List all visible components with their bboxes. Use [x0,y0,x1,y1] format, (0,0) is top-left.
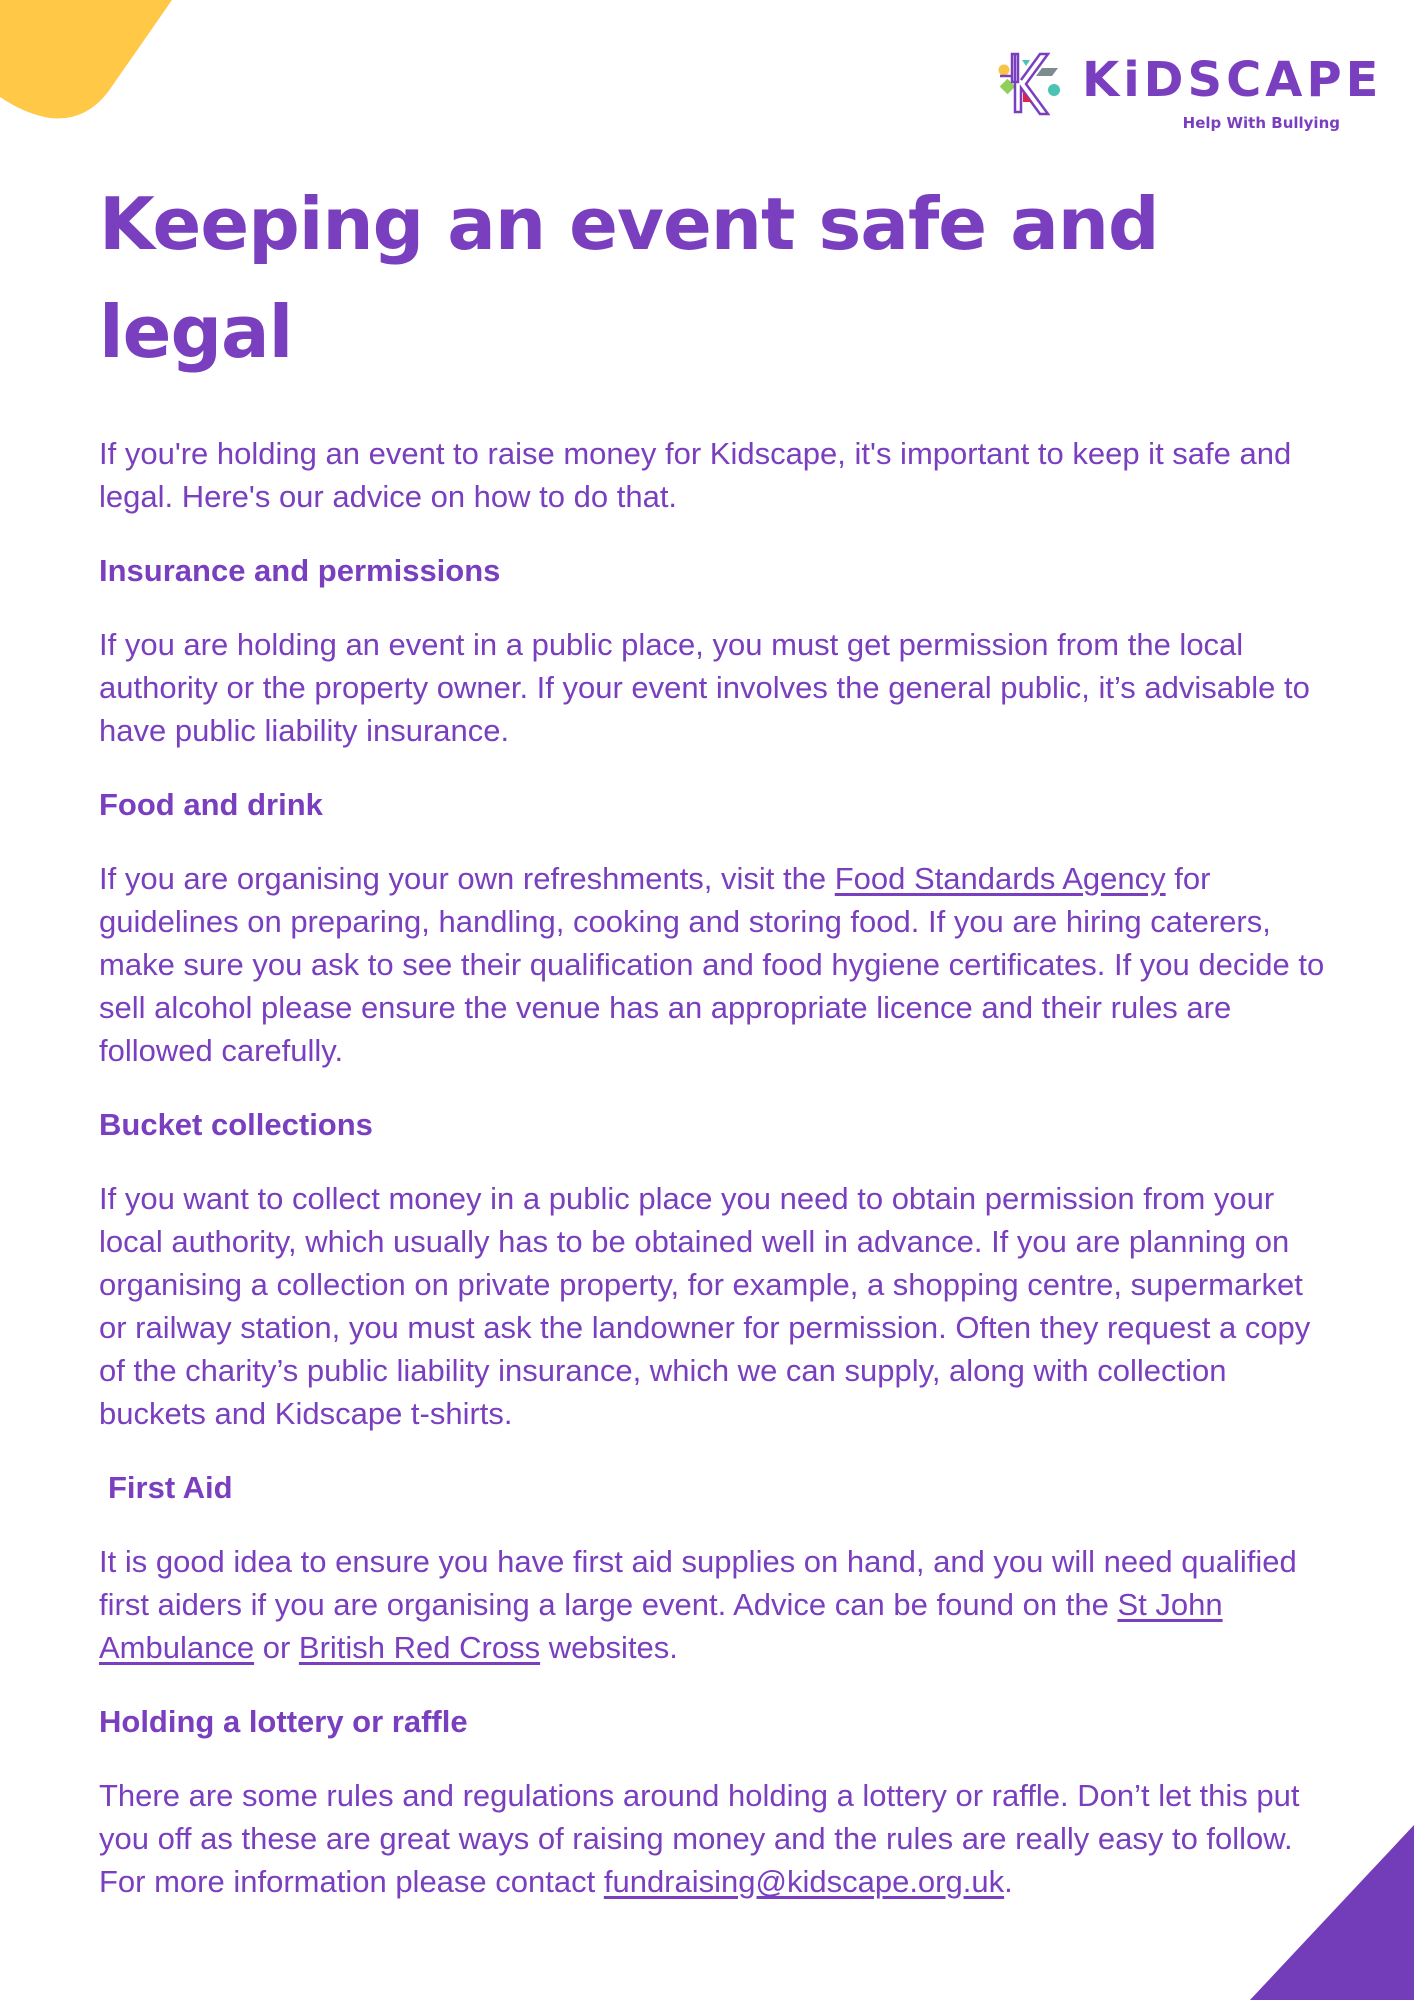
link-st-john-ambulance[interactable]: St John Ambulance [99,1587,1223,1665]
link-food-standards-agency[interactable]: Food Standards Agency [834,861,1166,896]
kidscape-logo [998,48,1383,138]
body-first-aid [99,1540,1329,1669]
body-food-drink [99,857,1329,1072]
lottery-text-before: There are some rules and regulations around holding a lottery or raffle. Don’t let this put you off as these are great ways of raising money and the rules are really easy to follow. For more information please contact [99,1778,1300,1899]
kidscape-k-icon [998,48,1070,120]
food-text-after: for guidelines on preparing, handling, cooking and storing food. If you are hiring caterers, make sure you ask to see their qualification and food hygiene certificates. If you decide to sell alcohol please ensure the venue has an appropriate licence and their rules are followed carefully. [99,861,1325,1068]
link-british-red-cross[interactable]: British Red Cross [298,1630,541,1665]
kidscape-wordmark: KiDSCAPE [1082,52,1383,108]
document-content [99,170,1329,1903]
intro-paragraph: If you're holding an event to raise money for Kidscape, it's important to keep it safe and legal. Here's our advice on how to do that. [99,436,1292,514]
body-bucket-collections: If you want to collect money in a public place you need to obtain permission from your local authority, which usually has to be obtained well in advance. If you are planning on organising a collection on private property, for example, a shopping centre, supermarket or railway station, you must ask the landowner for permission. Often they request a copy of the charity’s public liability insurance, which we can supply, along with collection buckets and Kidscape t-shirts. [99,1181,1311,1431]
first-aid-text-between: or [254,1630,299,1665]
page-title: Keeping an event safe and legal [99,182,1159,374]
heading-lottery-raffle: Holding a lottery or raffle [99,1704,468,1739]
kidscape-tagline: Help With Bullying [1182,114,1340,132]
heading-insurance-permissions: Insurance and permissions [99,553,501,588]
lottery-text-after: . [1004,1864,1013,1899]
heading-food-drink: Food and drink [99,787,323,822]
food-text-before: If you are organising your own refreshments, visit the [99,861,835,896]
body-lottery-raffle [99,1774,1329,1903]
first-aid-text-before: It is good idea to ensure you have first aid supplies on hand, and you will need qualified first aiders if you are organising a large event. Advice can be found on the [99,1544,1297,1622]
link-fundraising-email[interactable]: fundraising@kidscape.org.uk [603,1864,1005,1899]
first-aid-text-after: websites. [540,1630,678,1665]
body-insurance-permissions: If you are holding an event in a public place, you must get permission from the local authority or the property owner. If your event involves the general public, it’s advisable to have public liability insurance. [99,627,1310,748]
heading-bucket-collections: Bucket collections [99,1107,373,1142]
heading-first-aid: First Aid [108,1470,233,1505]
yellow-corner-shape [0,0,180,125]
